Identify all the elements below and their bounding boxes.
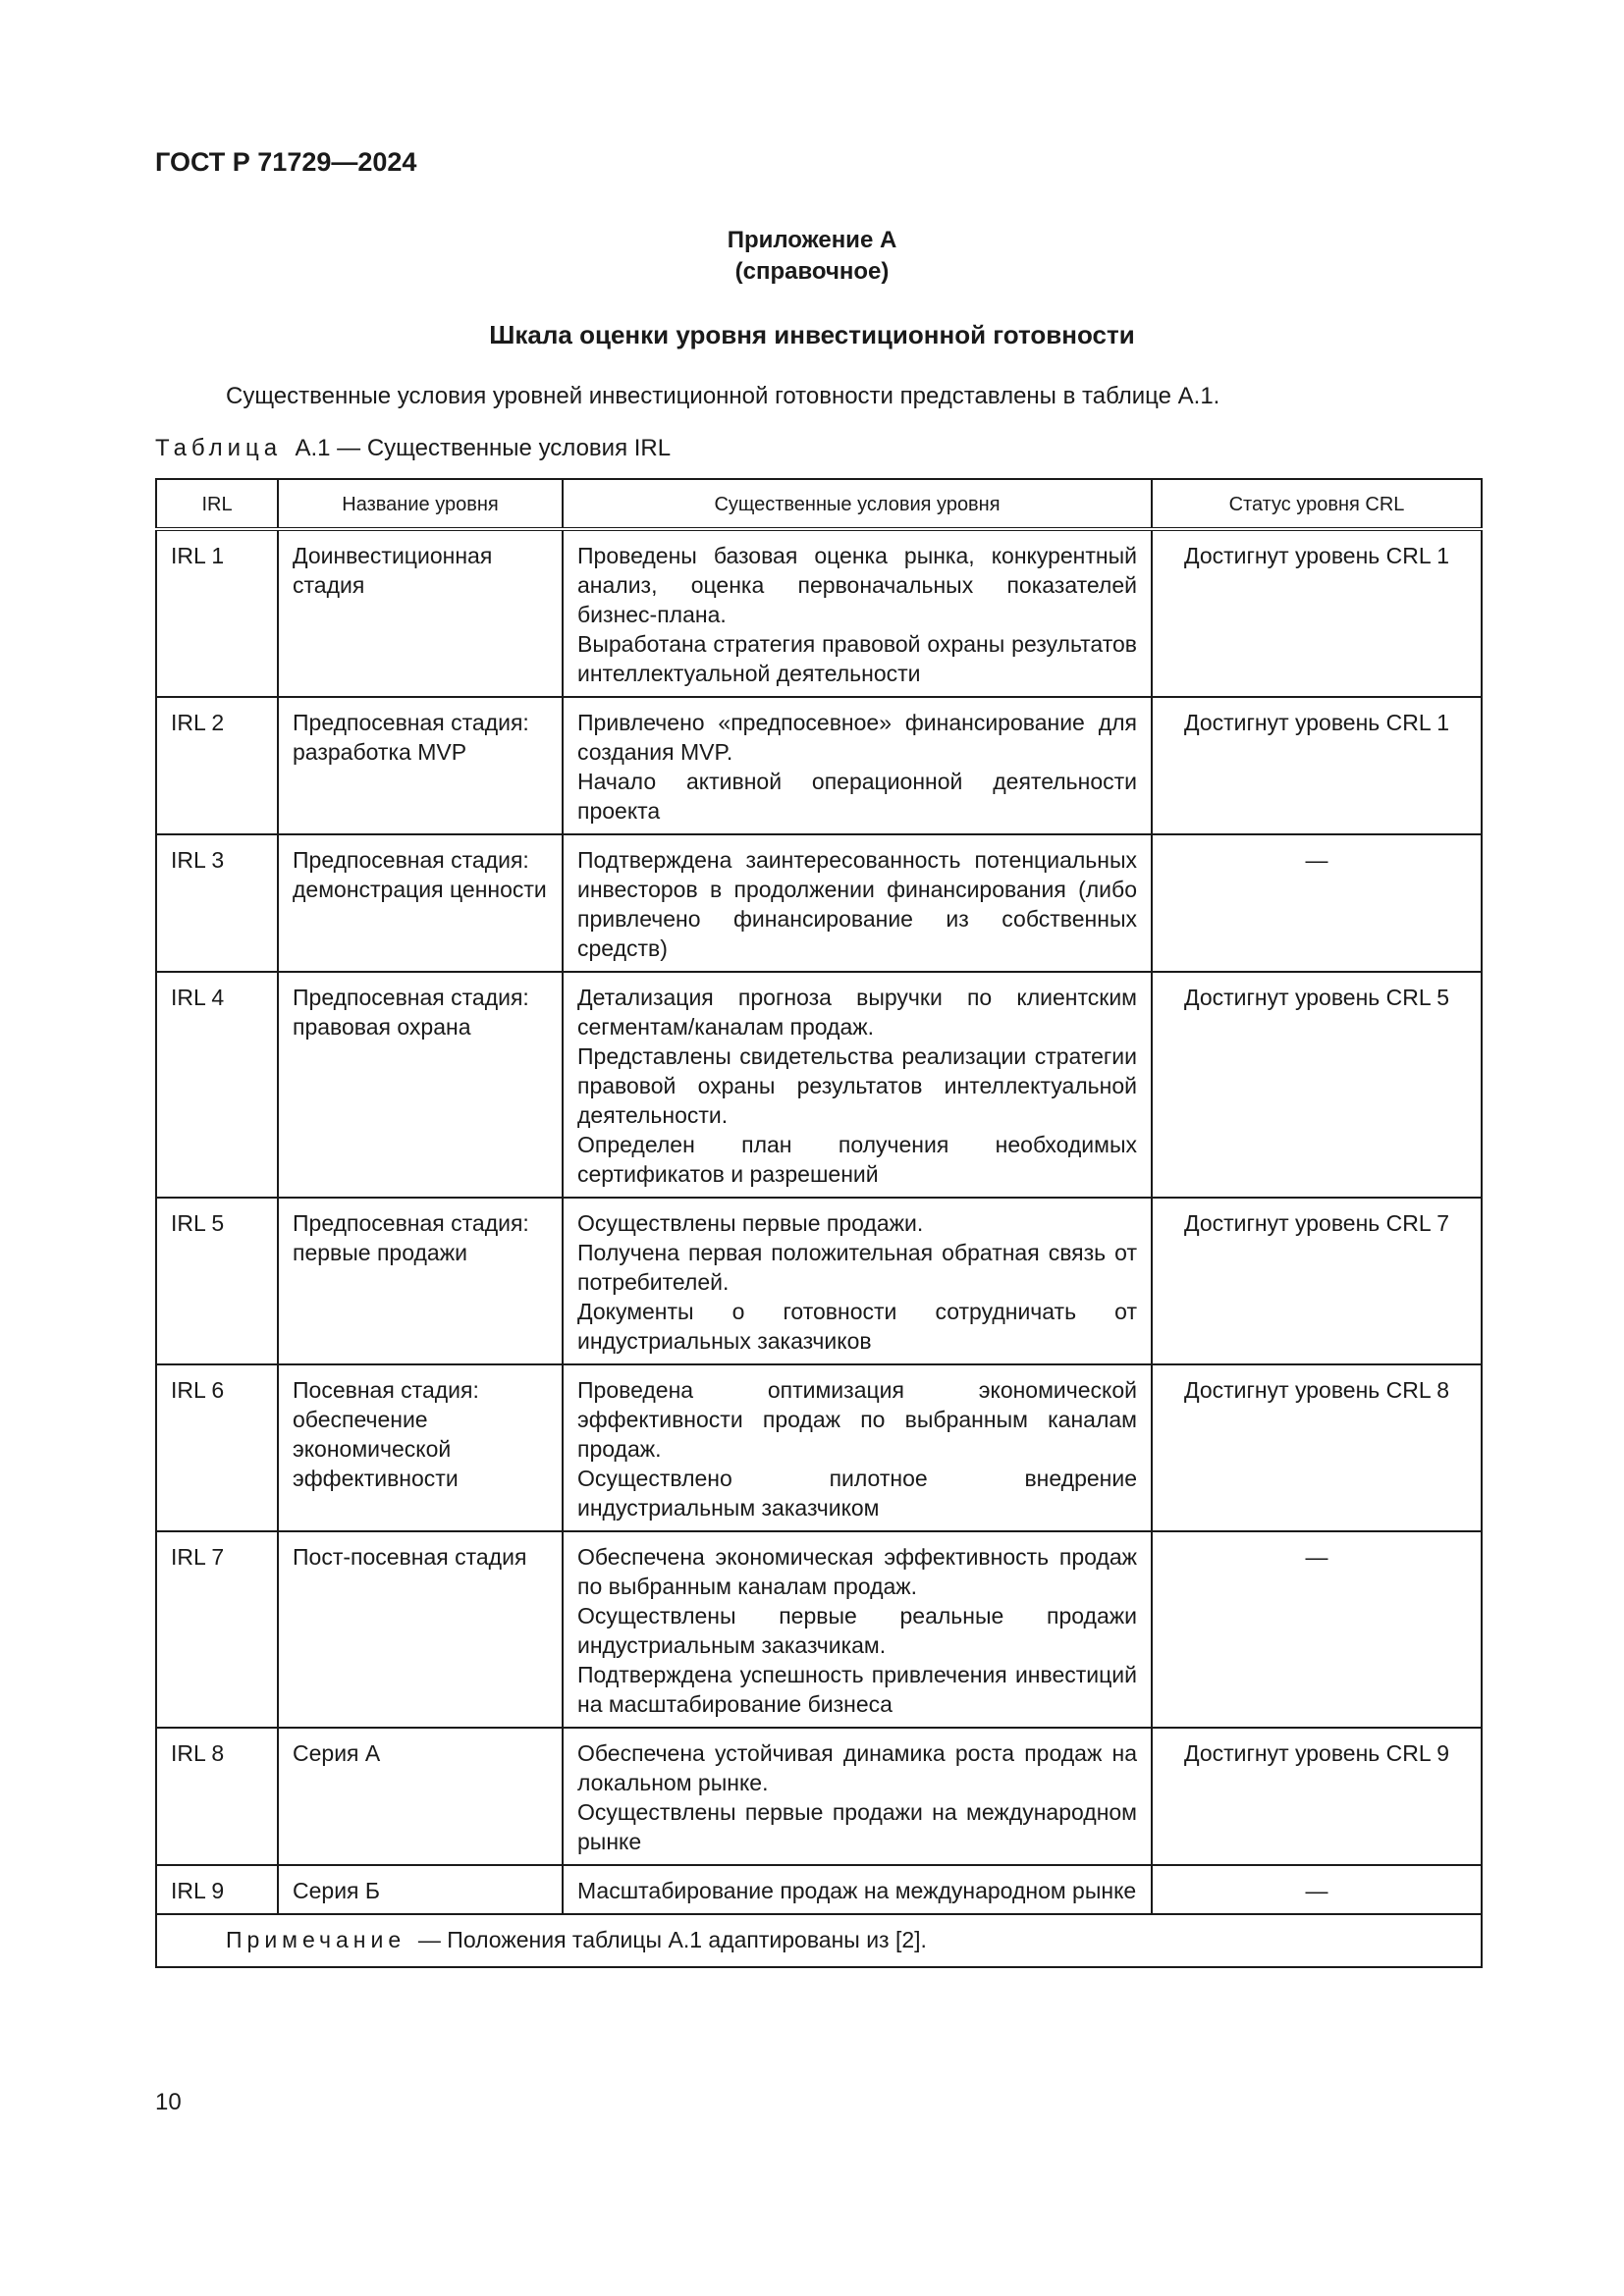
appendix-title: Приложение А — [727, 227, 897, 253]
crl-status-cell: — — [1152, 834, 1482, 972]
conditions-cell — [563, 1728, 1152, 1865]
irl-cell: IRL 3 — [156, 834, 278, 972]
page-number: 10 — [155, 2089, 182, 2115]
condition-line: Проведена оптимизация экономической эффективности продаж по выбранным каналам продаж. — [577, 1377, 1137, 1462]
condition-line: Осуществлено пилотное внедрение индустриальным заказчиком — [577, 1466, 1137, 1521]
column-header-level-name: Название уровня — [278, 479, 563, 529]
conditions-cell — [563, 697, 1152, 834]
table-row — [156, 697, 1482, 834]
crl-status-cell: Достигнут уровень CRL 1 — [1152, 529, 1482, 697]
section-title: Шкала оценки уровня инвестиционной готовности — [489, 320, 1135, 349]
irl-cell: IRL 9 — [156, 1865, 278, 1914]
condition-line: Подтверждена заинтересованность потенциальных инвесторов в продолжении финансирования (либо привлечено финансирование из собственных средств) — [577, 847, 1137, 961]
irl-cell: IRL 2 — [156, 697, 278, 834]
level-name-cell: Предпосевная стадия: демонстрация ценности — [278, 834, 563, 972]
crl-status-cell: Достигнут уровень CRL 1 — [1152, 697, 1482, 834]
crl-status-cell: Достигнут уровень CRL 7 — [1152, 1198, 1482, 1364]
conditions-cell — [563, 834, 1152, 972]
level-name-cell: Предпосевная стадия: разработка MVP — [278, 697, 563, 834]
conditions-cell — [563, 1865, 1152, 1914]
table-row — [156, 834, 1482, 972]
appendix-subtitle: (справочное) — [734, 258, 890, 285]
condition-line: Осуществлены первые реальные продажи индустриальным заказчикам. — [577, 1603, 1137, 1658]
condition-line: Получена первая положительная обратная связь от потребителей. — [577, 1240, 1137, 1295]
table-body — [156, 529, 1482, 1914]
condition-line: Начало активной операционной деятельности проекта — [577, 769, 1137, 824]
table-note-label: Примечание — [226, 1927, 406, 1952]
condition-line: Обеспечена устойчивая динамика роста продаж на локальном рынке. — [577, 1740, 1137, 1795]
condition-line: Привлечено «предпосевное» финансирование для создания MVP. — [577, 710, 1137, 765]
conditions-cell — [563, 972, 1152, 1198]
table-row — [156, 1531, 1482, 1728]
column-header-conditions: Существенные условия уровня — [563, 479, 1152, 529]
irl-cell: IRL 5 — [156, 1198, 278, 1364]
crl-status-cell: — — [1152, 1531, 1482, 1728]
table-row — [156, 972, 1482, 1198]
irl-cell: IRL 6 — [156, 1364, 278, 1531]
condition-line: Детализация прогноза выручки по клиентским сегментам/каналам продаж. — [577, 985, 1137, 1040]
table-row — [156, 1198, 1482, 1364]
table-header-row — [156, 479, 1482, 529]
level-name-cell: Предпосевная стадия: правовая охрана — [278, 972, 563, 1198]
condition-line: Выработана стратегия правовой охраны результатов интеллектуальной деятельности — [577, 631, 1137, 686]
irl-cell: IRL 1 — [156, 529, 278, 697]
condition-line: Обеспечена экономическая эффективность продаж по выбранным каналам продаж. — [577, 1544, 1137, 1599]
table-row — [156, 529, 1482, 697]
table-caption-prefix: Таблица — [155, 435, 283, 461]
level-name-cell: Пост-посевная стадия — [278, 1531, 563, 1728]
column-header-crl-status: Статус уровня CRL — [1152, 479, 1482, 529]
crl-status-cell: Достигнут уровень CRL 8 — [1152, 1364, 1482, 1531]
level-name-cell: Серия Б — [278, 1865, 563, 1914]
condition-line: Представлены свидетельства реализации стратегии правовой охраны результатов интеллектуальной деятельности. — [577, 1043, 1137, 1128]
level-name-cell: Посевная стадия: обеспечение экономической эффективности — [278, 1364, 563, 1531]
condition-line: Документы о готовности сотрудничать от индустриальных заказчиков — [577, 1299, 1137, 1354]
table-note-text: — Положения таблицы А.1 адаптированы из [2]. — [417, 1927, 927, 1952]
conditions-cell — [563, 529, 1152, 697]
table-note-row — [156, 1914, 1482, 1967]
irl-cell: IRL 7 — [156, 1531, 278, 1728]
crl-status-cell: — — [1152, 1865, 1482, 1914]
condition-line: Осуществлены первые продажи. — [577, 1210, 924, 1236]
condition-line: Определен план получения необходимых сертификатов и разрешений — [577, 1132, 1137, 1187]
crl-status-cell: Достигнут уровень CRL 9 — [1152, 1728, 1482, 1865]
condition-line: Проведены базовая оценка рынка, конкурентный анализ, оценка первоначальных показателей бизнес-плана. — [577, 543, 1137, 627]
level-name-cell: Серия А — [278, 1728, 563, 1865]
table-note — [156, 1914, 1482, 1967]
conditions-cell — [563, 1531, 1152, 1728]
irl-cell: IRL 4 — [156, 972, 278, 1198]
level-name-cell: Доинвестиционная стадия — [278, 529, 563, 697]
irl-table — [155, 478, 1483, 1968]
document-id: ГОСТ Р 71729—2024 — [155, 147, 417, 177]
table-caption-text: А.1 — Существенные условия IRL — [295, 435, 672, 461]
conditions-cell — [563, 1198, 1152, 1364]
intro-paragraph: Существенные условия уровней инвестиционной готовности представлены в таблице А.1. — [226, 383, 1220, 409]
table-row — [156, 1728, 1482, 1865]
condition-line: Осуществлены первые продажи на международном рынке — [577, 1799, 1137, 1854]
table-row — [156, 1364, 1482, 1531]
table-row — [156, 1865, 1482, 1914]
crl-status-cell: Достигнут уровень CRL 5 — [1152, 972, 1482, 1198]
condition-line: Масштабирование продаж на международном рынке — [577, 1878, 1137, 1903]
level-name-cell: Предпосевная стадия: первые продажи — [278, 1198, 563, 1364]
condition-line: Подтверждена успешность привлечения инвестиций на масштабирование бизнеса — [577, 1662, 1137, 1717]
column-header-irl: IRL — [156, 479, 278, 529]
conditions-cell — [563, 1364, 1152, 1531]
irl-cell: IRL 8 — [156, 1728, 278, 1865]
table-caption — [155, 435, 671, 462]
